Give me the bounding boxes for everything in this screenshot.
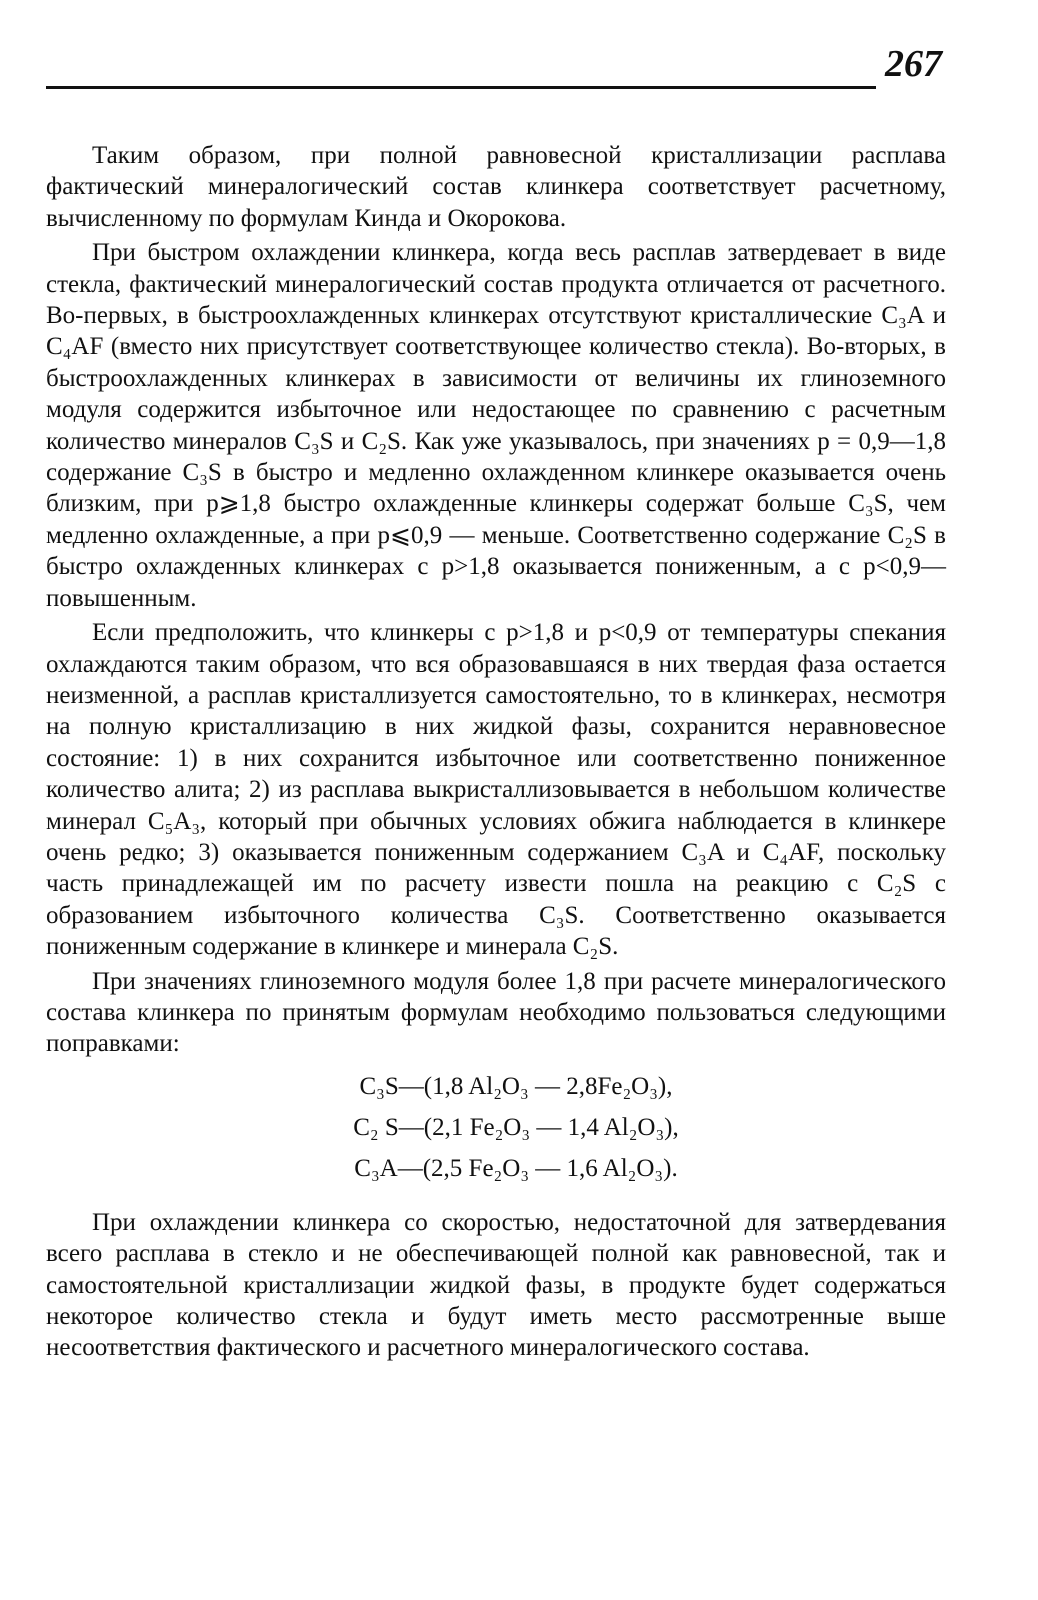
page-number: 267 (885, 43, 942, 85)
paragraph-2: При быстром охлаждении клинкера, когда весь расплав затвердевает в виде стекла, фактический минералогический состав продукта отличается от расчетного. Во-первых, в быстроохлажденных клинкерах отсутствуют кристаллические C₃A и C₄AF (вместо них присутствует соответствующее количество стекла). Во-вторых, в быстроохлажденных клинкерах в зависимости от величины их глиноземного модуля содержится избыточное или недостающее по сравнению с расчетным количество минералов C₃S и C₂S. Как уже указывалось, при значениях p = 0,9—1,8 содержание C₃S в быстро и медленно охлажденном клинкере оказывается очень близким, при p⩾1,8 быстро охлажденные клинкеры содержат больше C₃S, чем медленно охлажденные, а при p⩽0,9 — меньше. Соответственно содержание C₂S в быстро охлажденных клинкерах с p>1,8 оказывается пониженным, а с p<0,9—повышенным. (46, 239, 946, 612)
correction-formulas (46, 1066, 946, 1189)
paragraph-1: Таким образом, при полной равновесной кристаллизации расплава фактический минералогический состав клинкера соответствует расчетному, вычисленному по формулам Кинда и Окорокова. (46, 142, 946, 232)
formula-c3a: C₃A—(2,5 Fe₂O₃ — 1,6 Al₂O₃). (354, 1154, 678, 1182)
paragraph-final: При охлаждении клинкера со скоростью, недостаточной для затвердевания всего расплава в стекло и не обеспечивающей полной как равновесной, так и самостоятельной кристаллизации жидкой фазы, в продукте будет содержаться некоторое количество стекла и будут иметь место рассмотренные выше несоответствия фактического и расчетного минералогического состава. (46, 1208, 946, 1362)
paragraph-3: Если предположить, что клинкеры с p>1,8 и p<0,9 от температуры спекания охлаждаются таким образом, что вся образовавшаяся в них твердая фаза остается неизменной, а расплав кристаллизуется самостоятельно, то в клинкерах, несмотря на полную кристаллизацию в них жидкой фазы, сохранится неравновесное состояние: 1) в них сохранится избыточное или соответственно пониженное количество алита; 2) из расплава выкристаллизовывается в небольшом количестве минерал C₅A₃, который при обычных условиях обжига наблюдается в клинкере очень редко; 3) оказывается пониженным содержанием C₃A и C₄AF, поскольку часть принадлежащей им по расчету извести пошла на реакцию с C₂S с образованием избыточного количества C₃S. Соответственно оказывается пониженным содержание в клинкере и минерала C₂S. (46, 619, 946, 961)
paragraph-4: При значениях глиноземного модуля более 1,8 при расчете минералогического состава клинкера по принятым формулам необходимо пользоваться следующими поправками: (46, 967, 946, 1058)
body-text (46, 140, 946, 1367)
formula-c3s: C₃S—(1,8 Al₂O₃ — 2,8Fe₂O₃), (359, 1072, 673, 1100)
formula-c2s: C₂ S—(2,1 Fe₂O₃ — 1,4 Al₂O₃), (353, 1113, 679, 1141)
header-rule (46, 86, 876, 89)
